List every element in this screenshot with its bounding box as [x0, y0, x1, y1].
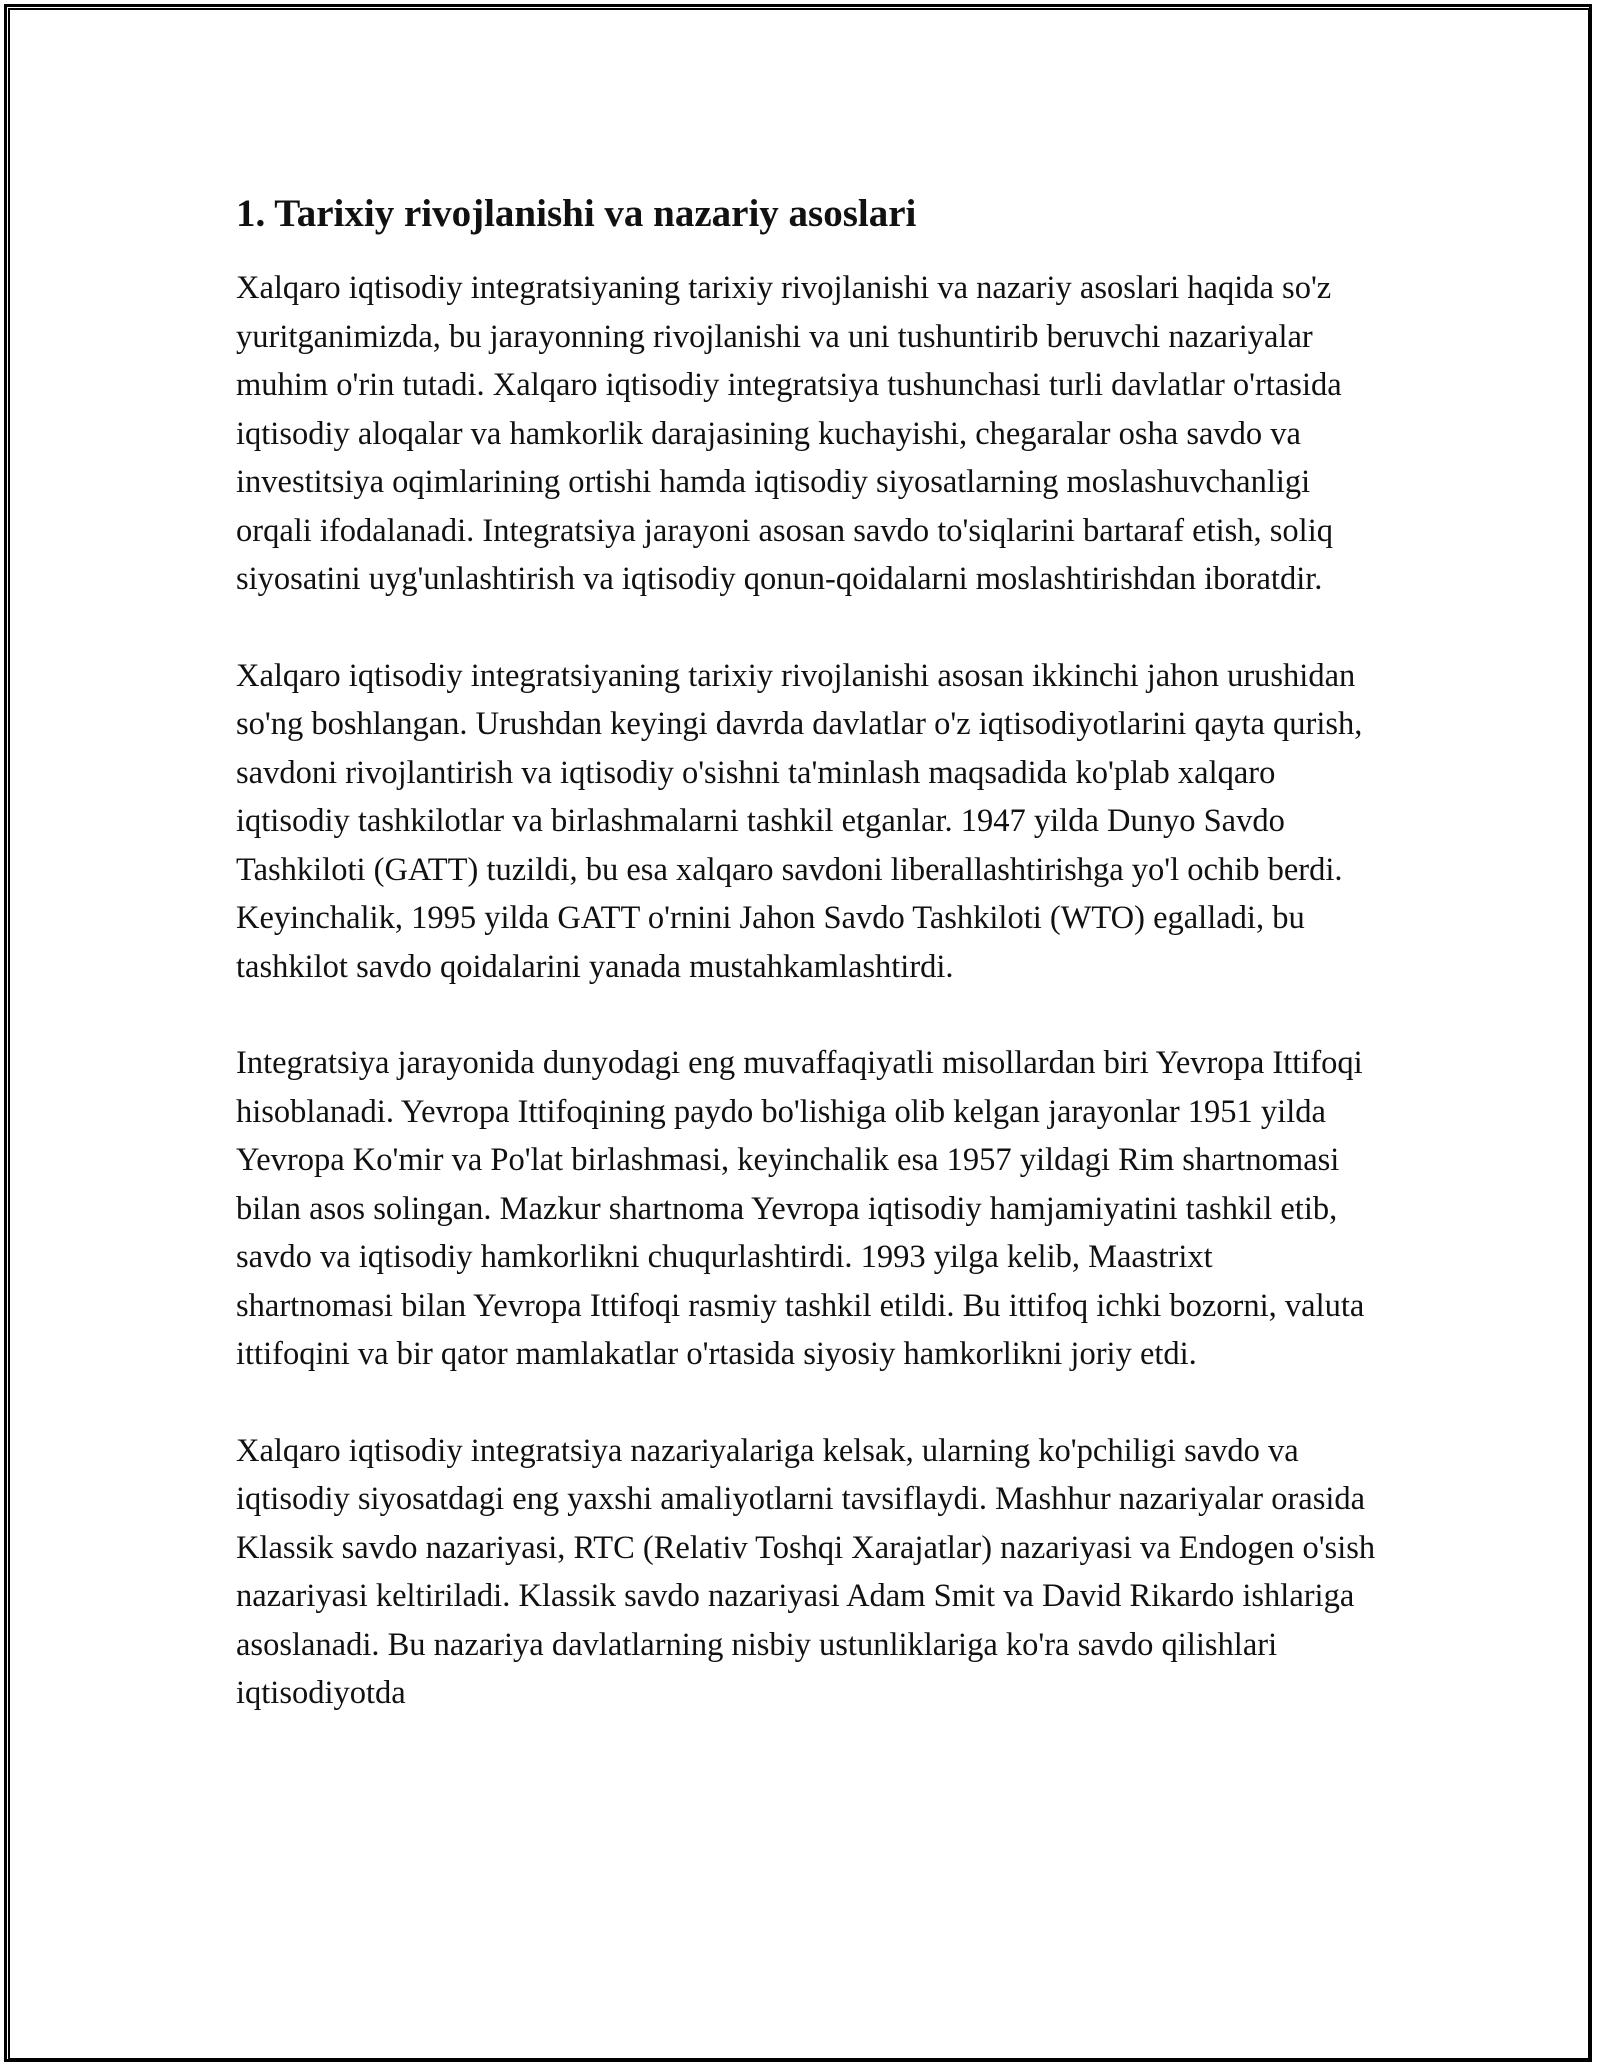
- paragraph-2: Xalqaro iqtisodiy integratsiyaning tarixiy rivojlanishi asosan ikkinchi jahon urushidan so'ng boshlangan. Urushdan keyingi davrda davlatlar o'z iqtisodiyotlarini qayta qurish, savdoni rivojlantirish va iqtisodiy o'sishni ta'minlash maqsadida ko'plab xalqaro iqtisodiy tashkilotlar va birlashmalarni tashkil etganlar. 1947 yilda Dunyo Savdo Tashkiloti (GATT) tuzildi, bu esa xalqaro savdoni liberallashtirishga yo'l ochib berdi. Keyinchalik, 1995 yilda GATT o'rnini Jahon Savdo Tashkiloti (WTO) egalladi, bu tashkilot savdo qoidalarini yanada mustahkamlashtirdi.: [236, 657, 1363, 985]
- section-heading: 1. Tarixiy rivojlanishi va nazariy asoslari: [236, 192, 917, 235]
- paragraph-1: Xalqaro iqtisodiy integratsiyaning tarixiy rivojlanishi va nazariy asoslari haqida so'z yuritganimizda, bu jarayonning rivojlanishi va uni tushuntirib beruvchi nazariyalar muhim o'rin tutadi. Xalqaro iqtisodiy integratsiya tushunchasi turli davlatlar o'rtasida iqtisodiy aloqalar va hamkorlik darajasining kuchayishi, chegaralar osha savdo va investitsiya oqimlarining ortishi hamda iqtisodiy siyosatlarning moslashuvchanligi orqali ifodalanadi. Integratsiya jarayoni asosan savdo to'siqlarini bartaraf etish, soliq siyosatini uyg'unlashtirish va iqtisodiy qonun-qoidalarni moslashtirishdan iboratdir.: [236, 270, 1342, 597]
- document-body: [236, 190, 1376, 1766]
- paragraph-3: Integratsiya jarayonida dunyodagi eng muvaffaqiyatli misollardan biri Yevropa Ittifoqi hisoblanadi. Yevropa Ittifoqining paydo bo'lishiga olib kelgan jarayonlar 1951 yilda Yevropa Ko'mir va Po'lat birlashmasi, keyinchalik esa 1957 yildagi Rim shartnomasi bilan asos solingan. Mazkur shartnoma Yevropa iqtisodiy hamjamiyatini tashkil etib, savdo va iqtisodiy hamkorlikni chuqurlashtirdi. 1993 yilga kelib, Maastrixt shartnomasi bilan Yevropa Ittifoqi rasmiy tashkil etildi. Bu ittifoq ichki bozorni, valuta ittifoqini va bir qator mamlakatlar o'rtasida siyosiy hamkorlikni joriy etdi.: [236, 1045, 1365, 1372]
- paragraph-4: Xalqaro iqtisodiy integratsiya nazariyalariga kelsak, ularning ko'pchiligi savdo va iqtisodiy siyosatdagi eng yaxshi amaliyotlarni tavsiflaydi. Mashhur nazariyalar orasida Klassik savdo nazariyasi, RTC (Relativ Toshqi Xarajatlar) nazariyasi va Endogen o'sish nazariyasi keltiriladi. Klassik savdo nazariyasi Adam Smit va David Rikardo ishlariga asoslanadi. Bu nazariya davlatlarning nisbiy ustunliklariga ko'ra savdo qilishlari iqtisodiyotda: [236, 1432, 1376, 1711]
